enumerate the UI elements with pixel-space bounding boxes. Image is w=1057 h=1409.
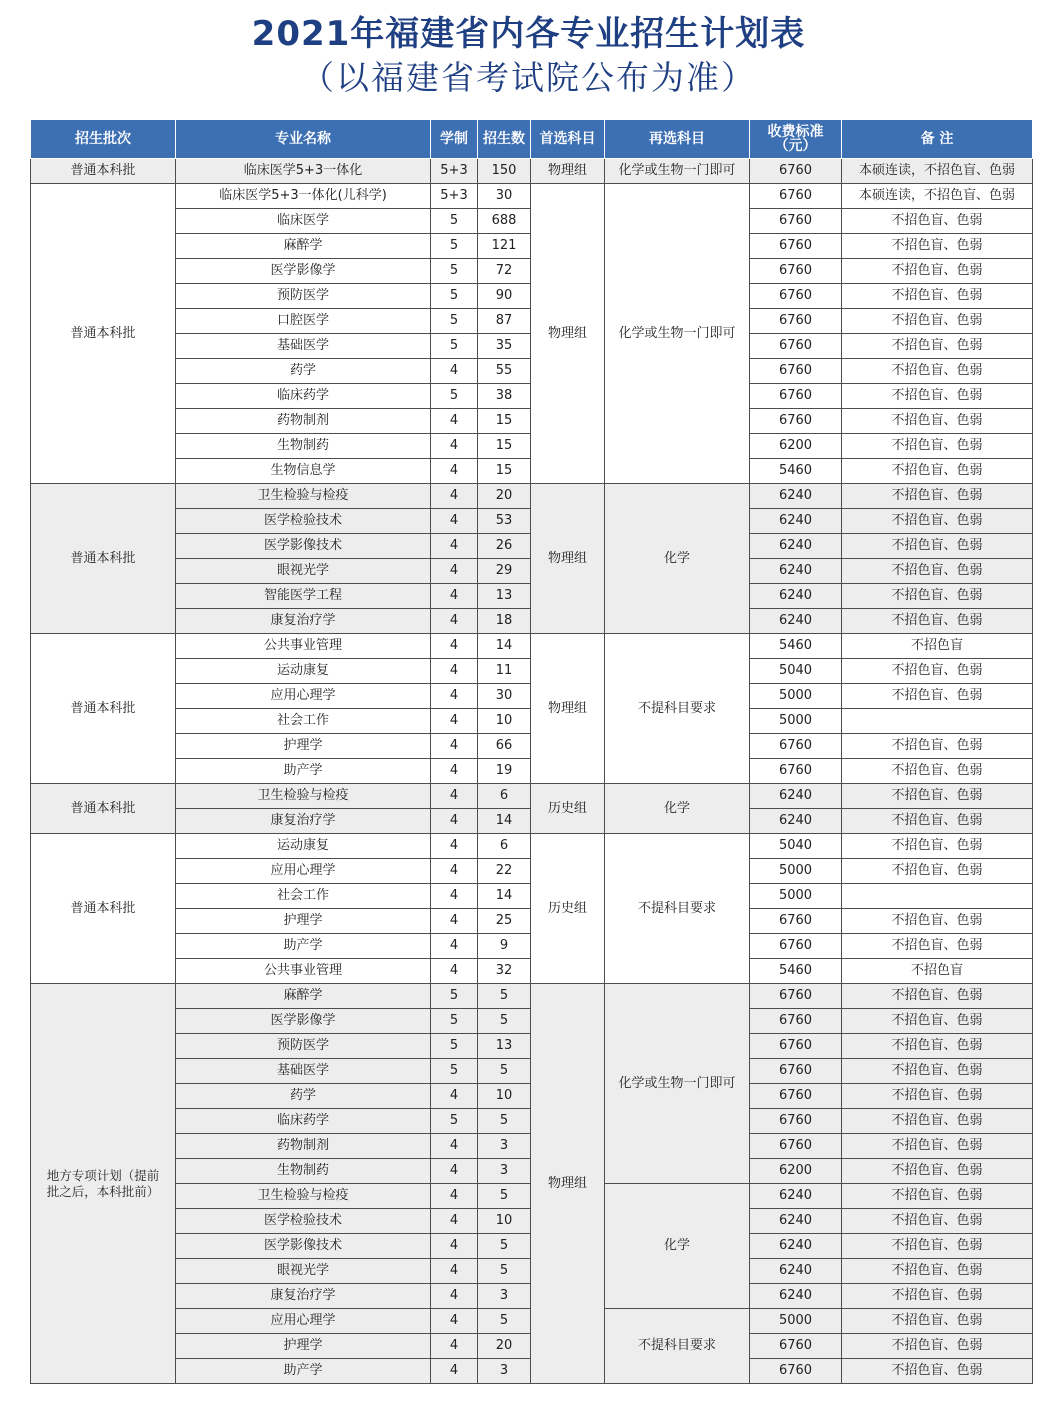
fee-cell: 6240 [750,1259,842,1284]
fee-cell: 6760 [750,409,842,434]
table-row [31,834,1033,859]
first-subject-cell: 物理组 [531,634,605,784]
quota-cell: 5 [478,1109,531,1134]
major-cell: 药物制剂 [176,409,431,434]
quota-cell: 19 [478,759,531,784]
remarks-cell: 不招色盲、色弱 [842,609,1033,634]
remarks-cell: 不招色盲、色弱 [842,434,1033,459]
header-fee: 收费标准（元） [750,120,842,159]
remarks-cell: 不招色盲、色弱 [842,1334,1033,1359]
duration-cell: 4 [431,809,478,834]
quota-cell: 3 [478,1359,531,1384]
batch-cell: 普通本科批 [31,184,176,484]
major-cell: 护理学 [176,909,431,934]
remarks-cell: 不招色盲、色弱 [842,209,1033,234]
fee-cell: 6760 [750,184,842,209]
quota-cell: 3 [478,1284,531,1309]
major-cell: 应用心理学 [176,684,431,709]
quota-cell: 18 [478,609,531,634]
remarks-cell: 不招色盲、色弱 [842,509,1033,534]
duration-cell: 4 [431,934,478,959]
second-subject-cell: 不提科目要求 [605,1309,750,1384]
fee-cell: 6240 [750,784,842,809]
fee-cell: 6240 [750,484,842,509]
fee-cell: 6240 [750,1209,842,1234]
major-cell: 生物制药 [176,1159,431,1184]
major-cell: 康复治疗学 [176,809,431,834]
quota-cell: 53 [478,509,531,534]
major-cell: 临床药学 [176,384,431,409]
duration-cell: 4 [431,634,478,659]
quota-cell: 87 [478,309,531,334]
major-cell: 预防医学 [176,1034,431,1059]
remarks-cell: 不招色盲、色弱 [842,1184,1033,1209]
remarks-cell: 不招色盲、色弱 [842,859,1033,884]
fee-cell: 5460 [750,634,842,659]
remarks-cell: 不招色盲、色弱 [842,334,1033,359]
quota-cell: 5 [478,1184,531,1209]
duration-cell: 4 [431,1159,478,1184]
duration-cell: 5 [431,209,478,234]
fee-cell: 6760 [750,334,842,359]
remarks-cell: 不招色盲、色弱 [842,459,1033,484]
quota-cell: 14 [478,809,531,834]
remarks-cell: 本硕连读，不招色盲、色弱 [842,184,1033,209]
quota-cell: 66 [478,734,531,759]
fee-cell: 6760 [750,1359,842,1384]
duration-cell: 5 [431,1009,478,1034]
duration-cell: 5 [431,309,478,334]
remarks-cell: 不招色盲、色弱 [842,1209,1033,1234]
major-cell: 医学影像技术 [176,1234,431,1259]
quota-cell: 3 [478,1134,531,1159]
quota-cell: 20 [478,1334,531,1359]
quota-cell: 11 [478,659,531,684]
remarks-cell: 不招色盲、色弱 [842,409,1033,434]
fee-cell: 6760 [750,1109,842,1134]
batch-cell: 普通本科批 [31,484,176,634]
quota-cell: 26 [478,534,531,559]
quota-cell: 10 [478,1209,531,1234]
fee-cell: 6760 [750,384,842,409]
quota-cell: 13 [478,1034,531,1059]
duration-cell: 4 [431,484,478,509]
quota-cell: 30 [478,684,531,709]
major-cell: 药物制剂 [176,1134,431,1159]
remarks-cell: 不招色盲、色弱 [842,659,1033,684]
remarks-cell: 不招色盲、色弱 [842,1309,1033,1334]
major-cell: 临床医学 [176,209,431,234]
duration-cell: 4 [431,784,478,809]
fee-cell: 6760 [750,759,842,784]
quota-cell: 35 [478,334,531,359]
quota-cell: 15 [478,434,531,459]
second-subject-cell: 不提科目要求 [605,834,750,984]
fee-cell: 6760 [750,1059,842,1084]
quota-cell: 121 [478,234,531,259]
major-cell: 助产学 [176,934,431,959]
major-cell: 康复治疗学 [176,609,431,634]
major-cell: 护理学 [176,734,431,759]
fee-cell: 6240 [750,559,842,584]
duration-cell: 4 [431,534,478,559]
fee-cell: 6760 [750,1084,842,1109]
second-subject-cell: 化学或生物一门即可 [605,159,750,184]
major-cell: 麻醉学 [176,984,431,1009]
fee-cell: 6760 [750,259,842,284]
major-cell: 医学检验技术 [176,1209,431,1234]
duration-cell: 4 [431,609,478,634]
remarks-cell: 不招色盲、色弱 [842,1009,1033,1034]
duration-cell: 4 [431,959,478,984]
table-row [31,984,1033,1009]
fee-cell: 6240 [750,1234,842,1259]
duration-cell: 5 [431,284,478,309]
first-subject-cell: 历史组 [531,834,605,984]
fee-cell: 6760 [750,1009,842,1034]
major-cell: 临床医学5+3一体化(儿科学) [176,184,431,209]
remarks-cell [842,709,1033,734]
major-cell: 助产学 [176,1359,431,1384]
quota-cell: 30 [478,184,531,209]
batch-cell: 地方专项计划（提前批之后，本科批前） [31,984,176,1384]
duration-cell: 4 [431,559,478,584]
quota-cell: 688 [478,209,531,234]
quota-cell: 6 [478,834,531,859]
remarks-cell: 不招色盲、色弱 [842,834,1033,859]
second-subject-cell: 化学 [605,784,750,834]
major-cell: 运动康复 [176,834,431,859]
major-cell: 口腔医学 [176,309,431,334]
remarks-cell: 不招色盲、色弱 [842,284,1033,309]
quota-cell: 14 [478,884,531,909]
header-second-subject: 再选科目 [605,120,750,159]
header-quota: 招生数 [478,120,531,159]
duration-cell: 5 [431,384,478,409]
remarks-cell: 本硕连读，不招色盲、色弱 [842,159,1033,184]
quota-cell: 15 [478,459,531,484]
batch-cell: 普通本科批 [31,784,176,834]
duration-cell: 4 [431,509,478,534]
duration-cell: 4 [431,459,478,484]
batch-cell: 普通本科批 [31,159,176,184]
remarks-cell: 不招色盲、色弱 [842,909,1033,934]
remarks-cell: 不招色盲、色弱 [842,734,1033,759]
second-subject-cell: 化学或生物一门即可 [605,184,750,484]
fee-cell: 6760 [750,359,842,384]
duration-cell: 4 [431,1084,478,1109]
fee-cell: 6240 [750,584,842,609]
page-subtitle: （以福建省考试院公布为准） [301,58,756,97]
quota-cell: 10 [478,1084,531,1109]
fee-cell: 6240 [750,1284,842,1309]
remarks-cell: 不招色盲、色弱 [842,534,1033,559]
remarks-cell: 不招色盲 [842,959,1033,984]
remarks-cell: 不招色盲、色弱 [842,1059,1033,1084]
fee-cell: 5000 [750,859,842,884]
remarks-cell: 不招色盲、色弱 [842,259,1033,284]
major-cell: 助产学 [176,759,431,784]
table-row [31,634,1033,659]
table-body [31,159,1033,1384]
remarks-cell: 不招色盲、色弱 [842,359,1033,384]
major-cell: 卫生检验与检疫 [176,1184,431,1209]
table-row [31,184,1033,209]
fee-cell: 6760 [750,934,842,959]
duration-cell: 4 [431,909,478,934]
duration-cell: 5 [431,1059,478,1084]
remarks-cell: 不招色盲、色弱 [842,234,1033,259]
remarks-cell: 不招色盲、色弱 [842,984,1033,1009]
duration-cell: 5 [431,334,478,359]
second-subject-cell: 化学 [605,484,750,634]
fee-cell: 6760 [750,284,842,309]
fee-cell: 6760 [750,1134,842,1159]
remarks-cell: 不招色盲、色弱 [842,809,1033,834]
quota-cell: 29 [478,559,531,584]
remarks-cell: 不招色盲、色弱 [842,584,1033,609]
first-subject-cell: 物理组 [531,984,605,1384]
quota-cell: 14 [478,634,531,659]
duration-cell: 4 [431,734,478,759]
remarks-cell: 不招色盲、色弱 [842,684,1033,709]
quota-cell: 6 [478,784,531,809]
duration-cell: 4 [431,584,478,609]
remarks-cell: 不招色盲、色弱 [842,1259,1033,1284]
duration-cell: 4 [431,359,478,384]
remarks-cell: 不招色盲、色弱 [842,309,1033,334]
duration-cell: 5 [431,259,478,284]
table-row [31,484,1033,509]
major-cell: 眼视光学 [176,1259,431,1284]
enrollment-plan-table [30,119,1033,1384]
major-cell: 应用心理学 [176,859,431,884]
quota-cell: 5 [478,1009,531,1034]
fee-cell: 6760 [750,209,842,234]
quota-cell: 9 [478,934,531,959]
major-cell: 麻醉学 [176,234,431,259]
remarks-cell: 不招色盲、色弱 [842,1109,1033,1134]
header-batch: 招生批次 [31,120,176,159]
quota-cell: 150 [478,159,531,184]
fee-cell: 5040 [750,659,842,684]
fee-cell: 5040 [750,834,842,859]
fee-cell: 6200 [750,1159,842,1184]
header-remarks: 备 注 [842,120,1033,159]
quota-cell: 72 [478,259,531,284]
first-subject-cell: 物理组 [531,484,605,634]
duration-cell: 4 [431,684,478,709]
second-subject-cell: 化学或生物一门即可 [605,984,750,1184]
fee-cell: 6200 [750,434,842,459]
first-subject-cell: 物理组 [531,159,605,184]
quota-cell: 20 [478,484,531,509]
second-subject-cell: 化学 [605,1184,750,1309]
duration-cell: 4 [431,884,478,909]
quota-cell: 5 [478,1059,531,1084]
fee-cell: 6760 [750,309,842,334]
duration-cell: 4 [431,434,478,459]
major-cell: 护理学 [176,1334,431,1359]
header-first-subject: 首选科目 [531,120,605,159]
remarks-cell: 不招色盲、色弱 [842,784,1033,809]
fee-cell: 6240 [750,609,842,634]
fee-cell: 5460 [750,459,842,484]
duration-cell: 4 [431,834,478,859]
quota-cell: 15 [478,409,531,434]
major-cell: 医学影像学 [176,259,431,284]
major-cell: 临床药学 [176,1109,431,1134]
duration-cell: 5 [431,984,478,1009]
quota-cell: 90 [478,284,531,309]
major-cell: 医学检验技术 [176,509,431,534]
second-subject-cell: 不提科目要求 [605,634,750,784]
major-cell: 药学 [176,1084,431,1109]
remarks-cell: 不招色盲、色弱 [842,484,1033,509]
duration-cell: 4 [431,659,478,684]
fee-cell: 6760 [750,984,842,1009]
duration-cell: 4 [431,859,478,884]
major-cell: 药学 [176,359,431,384]
header-duration: 学制 [431,120,478,159]
duration-cell: 4 [431,1359,478,1384]
quota-cell: 5 [478,1259,531,1284]
major-cell: 社会工作 [176,884,431,909]
duration-cell: 4 [431,1209,478,1234]
quota-cell: 5 [478,1309,531,1334]
fee-cell: 5000 [750,1309,842,1334]
duration-cell: 4 [431,409,478,434]
major-cell: 预防医学 [176,284,431,309]
remarks-cell: 不招色盲、色弱 [842,1359,1033,1384]
header-major: 专业名称 [176,120,431,159]
major-cell: 公共事业管理 [176,634,431,659]
fee-cell: 6760 [750,734,842,759]
quota-cell: 32 [478,959,531,984]
fee-cell: 6760 [750,1034,842,1059]
major-cell: 临床医学5+3一体化 [176,159,431,184]
fee-cell: 6240 [750,534,842,559]
duration-cell: 4 [431,1184,478,1209]
remarks-cell: 不招色盲、色弱 [842,1034,1033,1059]
remarks-cell: 不招色盲、色弱 [842,384,1033,409]
remarks-cell: 不招色盲、色弱 [842,1234,1033,1259]
batch-cell: 普通本科批 [31,634,176,784]
fee-cell: 5000 [750,684,842,709]
batch-cell: 普通本科批 [31,834,176,984]
duration-cell: 4 [431,1234,478,1259]
major-cell: 基础医学 [176,334,431,359]
first-subject-cell: 历史组 [531,784,605,834]
major-cell: 公共事业管理 [176,959,431,984]
quota-cell: 25 [478,909,531,934]
fee-cell: 6240 [750,1184,842,1209]
remarks-cell: 不招色盲 [842,634,1033,659]
remarks-cell: 不招色盲、色弱 [842,559,1033,584]
quota-cell: 5 [478,984,531,1009]
remarks-cell: 不招色盲、色弱 [842,759,1033,784]
page-title: 2021年福建省内各专业招生计划表 [251,14,806,54]
major-cell: 医学影像学 [176,1009,431,1034]
remarks-cell: 不招色盲、色弱 [842,1159,1033,1184]
fee-cell: 6760 [750,234,842,259]
duration-cell: 5 [431,1109,478,1134]
duration-cell: 5 [431,1034,478,1059]
quota-cell: 38 [478,384,531,409]
quota-cell: 22 [478,859,531,884]
remarks-cell: 不招色盲、色弱 [842,1134,1033,1159]
major-cell: 医学影像技术 [176,534,431,559]
major-cell: 卫生检验与检疫 [176,784,431,809]
quota-cell: 3 [478,1159,531,1184]
remarks-cell: 不招色盲、色弱 [842,1084,1033,1109]
fee-cell: 6240 [750,509,842,534]
major-cell: 卫生检验与检疫 [176,484,431,509]
fee-cell: 5460 [750,959,842,984]
quota-cell: 5 [478,1234,531,1259]
major-cell: 基础医学 [176,1059,431,1084]
header-row [31,120,1033,159]
duration-cell: 4 [431,1334,478,1359]
major-cell: 社会工作 [176,709,431,734]
remarks-cell: 不招色盲、色弱 [842,934,1033,959]
major-cell: 智能医学工程 [176,584,431,609]
table-row [31,784,1033,809]
fee-cell: 5000 [750,709,842,734]
major-cell: 运动康复 [176,659,431,684]
duration-cell: 5 [431,234,478,259]
fee-cell: 6240 [750,809,842,834]
duration-cell: 4 [431,1309,478,1334]
fee-cell: 6760 [750,159,842,184]
major-cell: 应用心理学 [176,1309,431,1334]
quota-cell: 10 [478,709,531,734]
duration-cell: 4 [431,709,478,734]
fee-cell: 6760 [750,1334,842,1359]
quota-cell: 13 [478,584,531,609]
duration-cell: 4 [431,1284,478,1309]
duration-cell: 5+3 [431,159,478,184]
duration-cell: 4 [431,1134,478,1159]
major-cell: 康复治疗学 [176,1284,431,1309]
first-subject-cell: 物理组 [531,184,605,484]
major-cell: 生物制药 [176,434,431,459]
quota-cell: 55 [478,359,531,384]
remarks-cell: 不招色盲、色弱 [842,1284,1033,1309]
fee-cell: 6760 [750,909,842,934]
duration-cell: 4 [431,759,478,784]
duration-cell: 5+3 [431,184,478,209]
major-cell: 生物信息学 [176,459,431,484]
major-cell: 眼视光学 [176,559,431,584]
fee-cell: 5000 [750,884,842,909]
table-row [31,159,1033,184]
duration-cell: 4 [431,1259,478,1284]
remarks-cell [842,884,1033,909]
